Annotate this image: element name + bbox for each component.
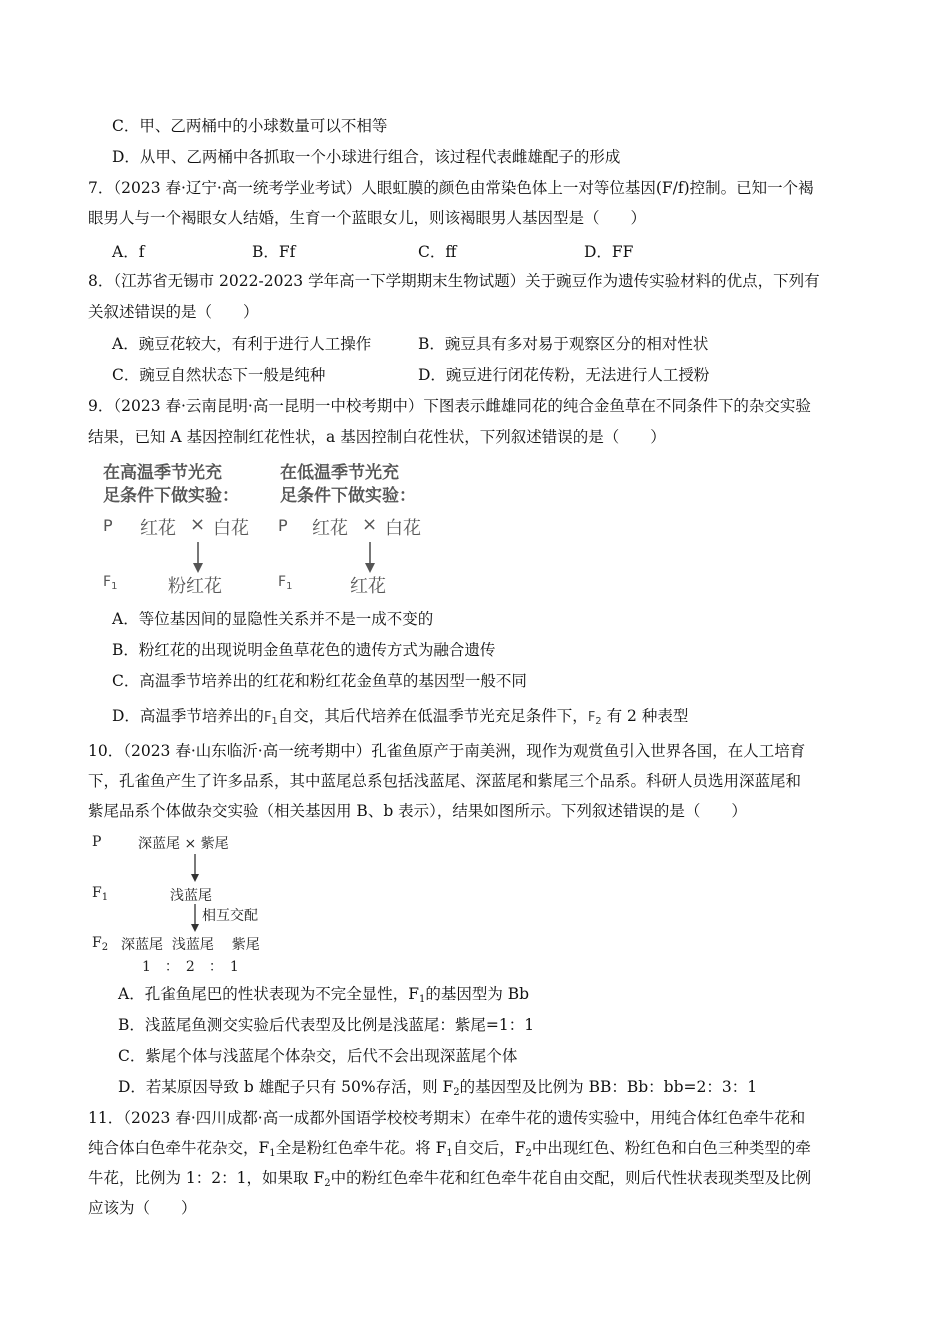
q8-stem-line1: 8．（江苏省无锡市 2022-2023 学年高一下学期期末生物试题）关于豌豆作为遗传实验材料的优点，下列有	[88, 272, 820, 290]
q9-option-b: B．粉红花的出现说明金鱼草花色的遗传方式为融合遗传	[112, 641, 496, 659]
q9-left-p-label: P	[103, 516, 113, 535]
q9-right-white: 白花	[385, 518, 421, 539]
q10-f2-ratio: 1 ： 2 ： 1	[142, 959, 239, 975]
q9-left-white: 白花	[213, 518, 249, 539]
q10-arrow1-head	[191, 874, 199, 882]
q8-option-a: A．豌豆花较大，有利于进行人工操作	[112, 335, 372, 353]
q9-left-title-line2: 足条件下做实验：	[103, 486, 239, 506]
q9-left-f1-label: $F_1$	[103, 574, 118, 592]
q9-right-p-label: P	[278, 516, 288, 535]
q11-stem-line2: 纯合体白色牵牛花杂交，$F_1$全是粉红色牵牛花。将 $F_1$自交后，$F_2$中出现红色、粉红色和白色三种类型的牵	[88, 1139, 811, 1159]
q10-option-c: C．紫尾个体与浅蓝尾个体杂交，后代不会出现深蓝尾个体	[118, 1047, 518, 1065]
q9-option-d: D．高温季节培养出的$F_1$自交，其后代培养在低温季节光充足条件下，$F_2$ 有 2 种表型	[112, 707, 689, 727]
q8-stem-line2: 关叙述错误的是（ ）	[88, 303, 259, 321]
q10-f2-label: $F_2$	[92, 935, 109, 953]
q7-option-b: B．Ff	[252, 243, 296, 261]
q6-option-c: C．甲、乙两桶中的小球数量可以不相等	[112, 117, 388, 135]
q11-stem-line4: 应该为（ ）	[88, 1199, 197, 1217]
q10-option-a: A．孔雀鱼尾巴的性状表现为不完全显性，$F_1$的基因型为 Bb	[118, 985, 530, 1005]
q9-cross-figure	[100, 456, 440, 596]
q9-left-red: 红花	[140, 518, 176, 539]
q10-stem-line1: 10．（2023 春·山东临沂·高一统考期中）孔雀鱼原产于南美洲，现作为观赏鱼引入世界各国，在人工培育	[88, 742, 806, 760]
q10-option-b: B．浅蓝尾鱼测交实验后代表型及比例是浅蓝尾：紫尾=1：1	[118, 1016, 535, 1034]
q9-left-cross: ×	[190, 514, 206, 535]
q7-stem-line2: 眼男人与一个褐眼女人结婚，生育一个蓝眼女儿，则该褐眼男人基因型是（ ）	[88, 209, 647, 227]
q8-option-b: B．豌豆具有多对易于观察区分的相对性状	[418, 335, 709, 353]
q10-p-label: P	[92, 834, 102, 850]
q10-f1-result: 浅蓝尾	[170, 888, 212, 904]
q9-left-result: 粉红花	[168, 576, 222, 597]
q9-right-red: 红花	[312, 518, 348, 539]
q10-stem-line2: 下，孔雀鱼产生了许多品系，其中蓝尾总系包括浅蓝尾、深蓝尾和紫尾三个品系。科研人员选用深蓝尾和	[88, 772, 802, 790]
q9-left-title-line1: 在高温季节光充	[103, 463, 222, 483]
q10-cross-figure	[88, 830, 388, 975]
q9-right-f1-label: $F_1$	[278, 574, 293, 592]
q10-stem-line3: 紫尾品系个体做杂交实验（相关基因用 B、b 表示），结果如图所示。下列叙述错误的是（ ）	[88, 802, 747, 820]
q7-stem-line1: 7．（2023 春·辽宁·高一统考学业考试）人眼虹膜的颜色由常染色体上一对等位基因(F/f)控制。已知一个褐	[88, 179, 814, 197]
q9-right-cross: ×	[362, 514, 378, 535]
q9-right-title-line1: 在低温季节光充	[280, 463, 399, 483]
q7-option-a: A．f	[112, 243, 145, 261]
q9-option-a: A．等位基因间的显隐性关系并不是一成不变的	[112, 610, 434, 628]
q7-option-d: D．FF	[584, 243, 634, 261]
q10-f1-label: $F_1$	[92, 885, 109, 903]
q9-option-c: C．高温季节培养出的红花和粉红花金鱼草的基因型一般不同	[112, 672, 527, 690]
q9-stem-line1: 9．（2023 春·云南昆明·高一昆明一中校考期中）下图表示雌雄同花的纯合金鱼草在不同条件下的杂交实验	[88, 397, 811, 415]
q8-option-d: D．豌豆进行闭花传粉，无法进行人工授粉	[418, 366, 710, 384]
q10-arrow2-head	[191, 924, 199, 932]
q9-right-result: 红花	[350, 576, 386, 597]
q10-mating-label: 相互交配	[202, 908, 258, 924]
q9-right-title-line2: 足条件下做实验：	[280, 486, 416, 506]
q11-stem-line3: 牛花，比例为 1：2：1，如果取 $F_2$中的粉红色牵牛花和红色牵牛花自由交配，则后代性状表现类型及比例	[88, 1169, 812, 1189]
q9-stem-line2: 结果，已知 A 基因控制红花性状，a 基因控制白花性状，下列叙述错误的是（ ）	[88, 428, 666, 446]
q10-option-d: D．若某原因导致 b 雄配子只有 50%存活，则 $F_2$的基因型及比例为 BB：Bb：bb=2：3：1	[118, 1078, 758, 1098]
q7-option-c: C．ff	[418, 243, 457, 261]
q11-stem-line1: 11．（2023 春·四川成都·高一成都外国语学校校考期末）在牵牛花的遗传实验中，用纯合体红色牵牛花和	[88, 1109, 806, 1127]
q10-p-cross: 深蓝尾 × 紫尾	[138, 836, 229, 852]
q8-option-c: C．豌豆自然状态下一般是纯种	[112, 366, 326, 384]
q6-option-d: D．从甲、乙两桶中各抓取一个小球进行组合，该过程代表雌雄配子的形成	[112, 148, 621, 166]
q10-f2-results: 深蓝尾 浅蓝尾 紫尾	[121, 937, 260, 953]
